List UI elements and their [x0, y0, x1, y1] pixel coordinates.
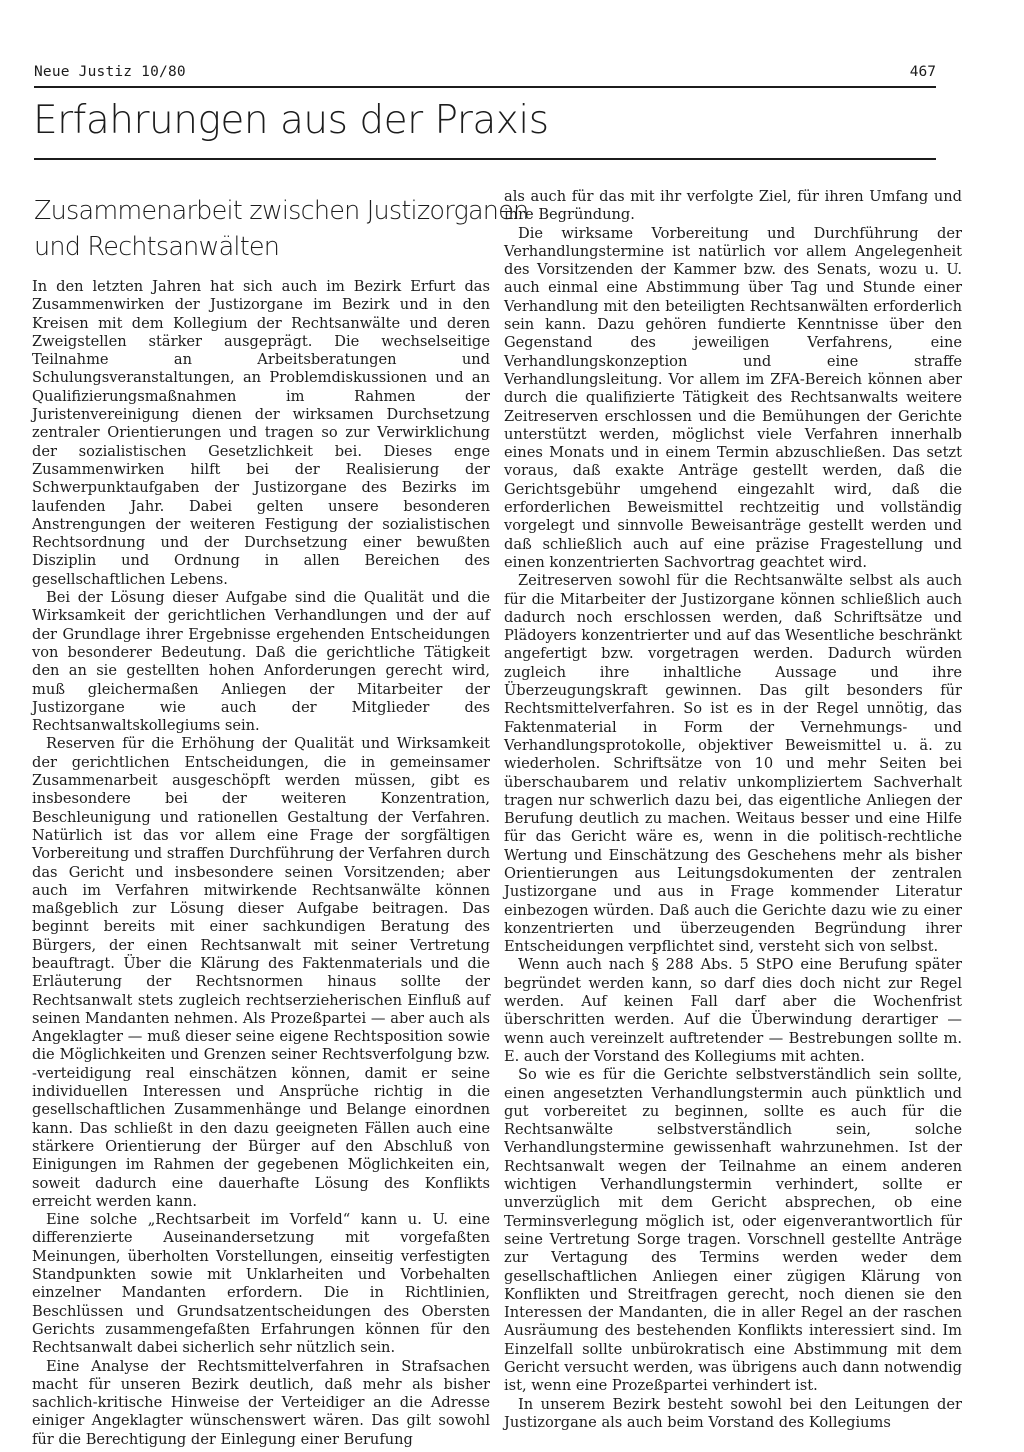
- article-title-line-2: und Rechtsanwälten: [34, 232, 280, 262]
- paragraph: So wie es für die Gerichte selbstverständlich sein sollte, einen angesetzten Verhandlungstermin auch pünktlich und gut vorbereitet zu beginnen, sollte es auch für die Rechtsanwälte selbstverständlich sein, solche Verhandlungstermine gewissenhaft wahrzunehmen. Ist der Rechtsanwalt wegen der Teilnahme an einem anderen wichtigen Verhandlungstermin verhindert, sollte er unverzüglich mit dem Gericht absprechen, ob eine Terminsverlegung möglich ist, oder eigenverantwortlich für seine Vertretung Sorge tragen. Vorschnell gestellte Anträge zur Vertagung des Termins werden weder dem gesellschaftlichen Anliegen einer zügigen Klärung von Konflikten und Streitfragen gerecht, noch dienen sie den Interessen der Mandanten, die in aller Regel an der raschen Ausräumung des bestehenden Konflikts interessiert sind. Im Einzelfall sollte unbürokratisch eine Abstimmung mit dem Gericht versucht werden, was übrigens auch dann notwendig ist, wenn eine Prozeßpartei verhindert ist.: [504, 1066, 962, 1395]
- paragraph: In unserem Bezirk besteht sowohl bei den Leitungen der Justizorgane als auch beim Vorstand des Kollegiums: [504, 1395, 962, 1431]
- paragraph: als auch für das mit ihr verfolgte Ziel, für ihren Umfang und ihre Begründung.: [504, 188, 962, 224]
- page-number: 467: [909, 64, 936, 80]
- journal-reference: Neue Justiz 10/80: [34, 64, 186, 80]
- paragraph: In den letzten Jahren hat sich auch im Bezirk Erfurt das Zusammenwirken der Justizorgane im Bezirk und in den Kreisen mit dem Kollegium der Rechtsanwälte und deren Zweigstellen stärker ausgeprägt. Die wechselseitige Teilnahme an Arbeitsberatungen und Schulungsveranstaltungen, an Problemdiskussionen und an Qualifizierungsmaßnahmen im Rahmen der Juristenvereinigung dienen der wirksamen Durchsetzung zentraler Orientierungen und tragen so zur Verwirklichung der sozialistischen Gesetzlichkeit bei. Dieses enge Zusammenwirken hilft bei der Realisierung der Schwerpunktaufgaben der Justizorgane des Bezirks im laufenden Jahr. Dabei gelten unsere besonderen Anstrengungen der weiteren Festigung der sozialistischen Rechtsordnung und der Durchsetzung einer bewußten Disziplin und Ordnung in allen Bereichen des gesellschaftlichen Lebens.: [32, 278, 490, 588]
- article-title: [34, 193, 529, 265]
- section-title: Erfahrungen aus der Praxis: [33, 98, 549, 143]
- right-column: [504, 188, 962, 1432]
- running-head: [34, 64, 936, 84]
- paragraph: Eine solche „Rechtsarbeit im Vorfeld“ kann u. U. eine differenzierte Auseinandersetzung mit vorgefaßten Meinungen, überholten Vorstellungen, einseitig verfestigten Standpunkten sowie mit Unklarheiten und Vorbehalten einzelner Mandanten erfordern. Die in Richtlinien, Beschlüssen und Grundsatzentscheidungen des Obersten Gerichts zusammengefaßten Erfahrungen können für den Rechtsanwalt dabei sicherlich sehr nützlich sein.: [32, 1211, 490, 1357]
- paragraph: Reserven für die Erhöhung der Qualität und Wirksamkeit der gerichtlichen Entscheidungen, die in gemeinsamer Zusammenarbeit ausgeschöpft werden müssen, gibt es insbesondere bei der weiteren Konzentration, Beschleunigung und rationellen Gestaltung der Verfahren. Natürlich ist das vor allem eine Frage der sorgfältigen Vorbereitung und straffen Durchführung der Verfahren durch das Gericht und insbesondere seinen Vorsitzenden; aber auch im Verfahren mitwirkende Rechtsanwälte können maßgeblich zur Lösung dieser Aufgabe beitragen. Das beginnt bereits mit einer sachkundigen Beratung des Bürgers, der einen Rechtsanwalt mit seiner Vertretung beauftragt. Über die Klärung des Faktenmaterials und die Erläuterung der Rechtsnormen hinaus sollte der Rechtsanwalt stets zugleich rechtserzieherischen Einfluß auf seinen Mandanten nehmen. Als Prozeßpartei — aber auch als Angeklagter — muß dieser seine eigene Rechtsposition sowie die Möglichkeiten und Grenzen seiner Rechtsverfolgung bzw. -verteidigung real einschätzen können, damit er seine individuellen Interessen und Ansprüche richtig in die gesellschaftlichen Zusammenhänge und Belange einordnen kann. Das schließt in den dazu geeigneten Fällen auch eine stärkere Orientierung der Bürger auf den Abschluß von Einigungen im Rahmen der gegebenen Möglichkeiten ein, soweit dadurch eine dauerhafte Lösung des Konflikts erreicht werden kann.: [32, 735, 490, 1210]
- paragraph: Eine Analyse der Rechtsmittelverfahren in Strafsachen macht für unseren Bezirk deutlich, daß mehr als bisher sachlich-kritische Hinweise der Verteidiger an die Adresse einiger Angeklagter wünschenswert wären. Das gilt sowohl für die Berechtigung der Einlegung einer Berufung: [32, 1357, 490, 1448]
- paragraph: Wenn auch nach § 288 Abs. 5 StPO eine Berufung später begründet werden kann, so darf dies doch nicht zur Regel werden. Auf keinen Fall darf aber die Wochenfrist überschritten werden. Auf die Überwindung derartiger — wenn auch vereinzelt auftretender — Bestrebungen sollte m. E. auch der Vorstand des Kollegiums mit achten.: [504, 956, 962, 1065]
- section-rule: [34, 158, 936, 160]
- header-rule: [34, 86, 936, 88]
- paragraph: Zeitreserven sowohl für die Rechtsanwälte selbst als auch für die Mitarbeiter der Justizorgane können schließlich auch dadurch noch erschlossen werden, daß Schriftsätze und Plädoyers konzentrierter und auf das Wesentliche beschränkt angefertigt bzw. vorgetragen werden. Dadurch würden zugleich ihre inhaltliche Aussage und ihre Überzeugungskraft gewinnen. Das gilt besonders für Rechtsmittelverfahren. So ist es in der Regel unnötig, das Faktenmaterial in Form der Vernehmungs- und Verhandlungsprotokolle, objektiver Beweismittel u. ä. zu wiederholen. Schriftsätze von 10 und mehr Seiten bei überschaubarem und relativ unkompliziertem Sachverhalt tragen nur schwerlich dazu bei, das eigentliche Anliegen der Berufung deutlich zu machen. Weitaus besser und eine Hilfe für das Gericht wäre es, wenn in die politisch-rechtliche Wertung und Einschätzung des Geschehens mehr als bisher Orientierungen aus Leitungsdokumenten der zentralen Justizorgane und aus in Frage kommender Literatur einbezogen würden. Daß auch die Gerichte dazu wie zu einer konzentrierten und überzeugenden Begründung ihrer Entscheidungen verpflichtet sind, versteht sich von selbst.: [504, 572, 962, 956]
- paragraph: Bei der Lösung dieser Aufgabe sind die Qualität und die Wirksamkeit der gerichtlichen Verhandlungen und der auf der Grundlage ihrer Ergebnisse ergehenden Entscheidungen von besonderer Bedeutung. Daß die gerichtliche Tätigkeit den an sie gestellten hohen Anforderungen gerecht wird, muß gleichermaßen Anliegen der Mitarbeiter der Justizorgane wie auch der Mitglieder des Rechtsanwaltskollegiums sein.: [32, 589, 490, 735]
- paragraph: Die wirksame Vorbereitung und Durchführung der Verhandlungstermine ist natürlich vor allem Angelegenheit des Vorsitzenden der Kammer bzw. des Senats, wozu u. U. auch einmal eine Abstimmung über Tag und Stunde einer Verhandlung mit den beteiligten Rechtsanwälten erforderlich sein kann. Dazu gehören fundierte Kenntnisse über den Gegenstand des jeweiligen Verfahrens, eine Verhandlungskonzeption und eine straffe Verhandlungsleitung. Vor allem im ZFA-Bereich können aber durch die qualifizierte Tätigkeit des Rechtsanwalts weitere Zeitreserven erschlossen und die Bemühungen der Gerichte unterstützt werden, möglichst viele Verfahren innerhalb eines Monats und in einem Termin abzuschließen. Das setzt voraus, daß exakte Anträge gestellt werden, daß die Gerichtsgebühr umgehend eingezahlt wird, daß die erforderlichen Beweismittel rechtzeitig und vollständig vorgelegt und sinnvolle Beweisanträge gestellt werden und daß schließlich auch auf eine präzise Fragestellung und einen konzentrierten Sachvortrag geachtet wird.: [504, 224, 962, 571]
- left-column: [32, 278, 490, 1449]
- article-title-line-1: Zusammenarbeit zwischen Justizorganen: [34, 196, 529, 226]
